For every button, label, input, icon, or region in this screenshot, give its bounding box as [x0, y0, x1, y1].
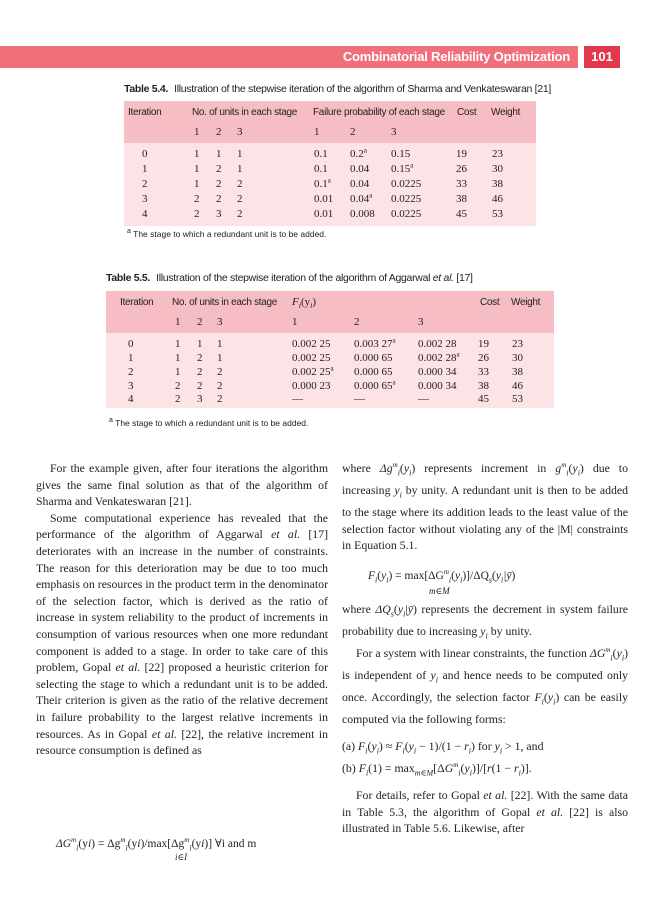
- t5-r0-f1: 0.002 25: [292, 338, 331, 350]
- t5-r2-iter: 2: [128, 366, 134, 378]
- t5-r2-u2: 2: [197, 366, 203, 378]
- t5-r3-f2: 0.000 65$^a$: [354, 378, 396, 392]
- t4-r1-p1: 0.1: [314, 163, 328, 175]
- t4-r4-p1: 0.01: [314, 208, 334, 220]
- t5-r2-f3: 0.000 34: [418, 366, 457, 378]
- t4-r0-u3: 1: [237, 148, 243, 160]
- t5-r1-cost: 26: [478, 352, 489, 364]
- t5-r3-iter: 3: [128, 380, 134, 392]
- t5-r3-u1: 2: [175, 380, 181, 392]
- t4-sub-unit-2: 2: [216, 126, 222, 138]
- t4-r3-p1: 0.01: [314, 193, 334, 205]
- table-5-4: [124, 101, 536, 226]
- table-5-5-caption: Table 5.5. Illustration of the stepwise iteration of the algorithm of Aggarwal et al. [17]: [106, 272, 473, 284]
- t5-sub-f-2: 2: [354, 316, 360, 328]
- left-paragraph-1: For the example given, after four iterations the algorithm gives the same final solution as that of the algorithm of Sharma and Venkateswaran [21].: [36, 461, 328, 509]
- t5-r4-iter: 4: [128, 393, 134, 405]
- t4-r3-weight: 46: [492, 193, 503, 205]
- right-column-3: [342, 787, 628, 837]
- t5-r2-cost: 33: [478, 366, 489, 378]
- table-5-4-caption: [124, 83, 551, 95]
- t4-r0-p1: 0.1: [314, 148, 328, 160]
- t4-r2-p2: 0.04: [350, 178, 370, 190]
- form-b: (b) $F_i(1) = \max_{m\in M}[\Delta G^m_i(y_i)]/[r(1 - r_i)]$.: [342, 760, 532, 778]
- left-equation-under: i∈I: [175, 852, 188, 862]
- t4-sub-unit-1: 1: [194, 126, 200, 138]
- t4-r3-iter: 3: [142, 193, 148, 205]
- t4-r2-iter: 2: [142, 178, 148, 190]
- t4-sub-fail-2: 2: [350, 126, 356, 138]
- table-5-4-footnote: $^a$ The stage to which a redundant unit is to be added.: [127, 228, 327, 239]
- t5-r0-iter: 0: [128, 338, 134, 350]
- t5-r0-u1: 1: [175, 338, 181, 350]
- t4-r0-u2: 1: [216, 148, 222, 160]
- t4-r2-weight: 38: [492, 178, 503, 190]
- t4-r4-p2: 0.008: [350, 208, 375, 220]
- t5-head-fi: $F_i(y_i)$: [292, 296, 317, 311]
- t4-head-units: No. of units in each stage: [192, 107, 298, 118]
- t5-r0-u2: 1: [197, 338, 203, 350]
- right-paragraph-1: where $\Delta g^m_i(y_i)$ represents increment in $g^m_i(y_i)$ due to increasing $y_i$ by unity. A redundant unit is then to be added to the stage where its addition leads to the least value of the selection factor without violating any of the |M| constraints in Equation 5.1.: [342, 461, 629, 553]
- t4-r2-u1: 1: [194, 178, 200, 190]
- t5-r1-f3: 0.002 28$^a$: [418, 350, 460, 364]
- t4-r4-u3: 2: [237, 208, 243, 220]
- t5-sub-f-1: 1: [292, 316, 298, 328]
- t4-r3-cost: 38: [456, 193, 467, 205]
- t4-r1-p2: 0.04: [350, 163, 370, 175]
- right-paragraph-2: where $\Delta Q_s(y_i|ȳ)$ represents the decrement in system failure probability due to increasing $y_i$ by unity.: [342, 602, 628, 641]
- t4-r2-cost: 33: [456, 178, 467, 190]
- t5-sub-unit-3: 3: [217, 316, 223, 328]
- t4-r1-p3: 0.15$^a$: [391, 161, 414, 175]
- t5-r4-weight: 53: [512, 393, 523, 405]
- forms-list: [342, 738, 628, 782]
- t5-r2-f1: 0.002 25$^a$: [292, 364, 334, 378]
- t5-r3-f1: 0.000 23: [292, 380, 331, 392]
- right-column: [342, 460, 628, 554]
- t5-r0-cost: 19: [478, 338, 489, 350]
- t5-head-units: No. of units in each stage: [172, 297, 278, 308]
- t5-r1-u1: 1: [175, 352, 181, 364]
- t4-r3-u1: 2: [194, 193, 200, 205]
- running-header: [0, 46, 662, 68]
- t4-r1-weight: 30: [492, 163, 503, 175]
- t5-r4-f2: —: [354, 393, 365, 405]
- table-5-5-footnote: $^a$ The stage to which a redundant unit is to be added.: [109, 417, 309, 428]
- t4-r1-u1: 1: [194, 163, 200, 175]
- t5-r3-u3: 2: [217, 380, 223, 392]
- t4-r4-weight: 53: [492, 208, 503, 220]
- t5-r0-f2: 0.003 27$^a$: [354, 336, 396, 350]
- t4-r1-u3: 1: [237, 163, 243, 175]
- right-paragraph-3: For a system with linear constraints, the function $\Delta G^m_i(y_i)$ is independent of $y_i$ and hence needs to be computed only once. Accordingly, the selection factor $F_i(y_i)$ can be easily computed via the following forms:: [342, 645, 629, 726]
- form-a: (a) $F_i(y_i) \approx F_i(y_i - 1)/(1 - r_i)$ for $y_i > 1$, and: [342, 739, 544, 756]
- t4-head-fail: Failure probability of each stage: [313, 107, 445, 118]
- header-title: Combinatorial Reliability Optimization: [342, 49, 570, 64]
- t5-r4-u3: 2: [217, 393, 223, 405]
- t4-r0-iter: 0: [142, 148, 148, 160]
- t4-r0-u1: 1: [194, 148, 200, 160]
- t4-r4-u2: 3: [216, 208, 222, 220]
- t4-head-weight: Weight: [491, 107, 521, 118]
- t5-r1-u2: 2: [197, 352, 203, 364]
- t4-head-iteration: Iteration: [128, 107, 162, 118]
- t4-r4-u1: 2: [194, 208, 200, 220]
- t4-r0-p3: 0.15: [391, 148, 411, 160]
- t5-r3-weight: 46: [512, 380, 523, 392]
- t5-r4-cost: 45: [478, 393, 489, 405]
- right-paragraph-4: For details, refer to Gopal et al. [22]. With the same data in Table 5.3, the algorithm of Gopal et al. [22] is also illustrated in Table 5.6. Likewise, after: [342, 788, 629, 836]
- t4-r2-p1: 0.1$^a$: [314, 176, 331, 190]
- t5-r1-iter: 1: [128, 352, 134, 364]
- t5-sub-f-3: 3: [418, 316, 424, 328]
- t5-r4-u2: 3: [197, 393, 203, 405]
- t5-r0-u3: 1: [217, 338, 223, 350]
- table-5-4-caption-text: Illustration of the stepwise iteration of the algorithm of Sharma and Venkateswaran [21]: [174, 83, 551, 95]
- t4-r3-p2: 0.04$^a$: [350, 191, 373, 205]
- t5-r2-u1: 1: [175, 366, 181, 378]
- t4-r3-u3: 2: [237, 193, 243, 205]
- left-column: [36, 460, 328, 759]
- t4-r1-iter: 1: [142, 163, 148, 175]
- t5-head-iteration: Iteration: [120, 297, 154, 308]
- t4-r2-u2: 2: [216, 178, 222, 190]
- t5-r1-u3: 1: [217, 352, 223, 364]
- t5-head-cost: Cost: [480, 297, 500, 308]
- table-5-5-label: Table 5.5.: [106, 272, 151, 284]
- t4-r4-p3: 0.0225: [391, 208, 422, 220]
- left-paragraph-2: Some computational experience has revealed that the performance of the algorithm of Aggarwal et al. [17] deteriorates with an increase in the number of constraints. The reason for this deterioration may be due to too much emphasis on resources in the product term in the denominator of the selection factor, which is derived as the ratio of increase in system reliability to the product of increments in consumption of various resources when one more redundant component is added to a stage. In order to take care of this problem, Gopal et al. [22] proposed a heuristic criterion for selecting the stage to which a redundant unit is to be added. Their criterion is given as the ratio of the relative decrement in failure probability to the largest relative increments in resources. As in Gopal et al. [22], the relative increment in resource consumption is defined as: [36, 510, 329, 758]
- t4-head-cost: Cost: [457, 107, 477, 118]
- t5-r2-u3: 2: [217, 366, 223, 378]
- right-equation-1: $F_i(y_i)$ = $\max[\Delta G^m_i(y_i)]/\Delta Q_s(y_i|ȳ)$: [368, 568, 516, 585]
- right-column-2: [342, 601, 628, 727]
- t4-r3-p3: 0.0225: [391, 193, 422, 205]
- t5-r4-u1: 2: [175, 393, 181, 405]
- t4-sub-fail-1: 1: [314, 126, 320, 138]
- right-equation-1-under: m∈M: [429, 586, 450, 596]
- t4-r0-cost: 19: [456, 148, 467, 160]
- table-5-5: [106, 291, 554, 408]
- page-number: 101: [584, 46, 620, 68]
- t4-r1-cost: 26: [456, 163, 467, 175]
- left-equation: $\Delta G^m_i(yi) = \Delta g^m_i(yi)/\max[\Delta g^m_i(yi)]$ ∀i and m: [56, 836, 257, 853]
- t4-r1-u2: 2: [216, 163, 222, 175]
- t4-r2-p3: 0.0225: [391, 178, 422, 190]
- t5-sub-unit-2: 2: [197, 316, 203, 328]
- t4-r0-p2: 0.2$^a$: [350, 146, 367, 160]
- t5-r2-weight: 38: [512, 366, 523, 378]
- t5-r1-weight: 30: [512, 352, 523, 364]
- t5-r4-f3: —: [418, 393, 429, 405]
- t5-r0-weight: 23: [512, 338, 523, 350]
- t5-r0-f3: 0.002 28: [418, 338, 457, 350]
- t4-r0-weight: 23: [492, 148, 503, 160]
- t4-r4-cost: 45: [456, 208, 467, 220]
- t4-r2-u3: 2: [237, 178, 243, 190]
- t5-r3-cost: 38: [478, 380, 489, 392]
- t5-r2-f2: 0.000 65: [354, 366, 393, 378]
- t4-r3-u2: 2: [216, 193, 222, 205]
- t5-r3-f3: 0.000 34: [418, 380, 457, 392]
- t5-r4-f1: —: [292, 393, 303, 405]
- t5-sub-unit-1: 1: [175, 316, 181, 328]
- t5-r1-f1: 0.002 25: [292, 352, 331, 364]
- table-5-4-label: Table 5.4.: [124, 83, 169, 95]
- t4-sub-fail-3: 3: [391, 126, 397, 138]
- t4-sub-unit-3: 3: [237, 126, 243, 138]
- t4-r4-iter: 4: [142, 208, 148, 220]
- t5-r3-u2: 2: [197, 380, 203, 392]
- t5-head-weight: Weight: [511, 297, 541, 308]
- t5-r1-f2: 0.000 65: [354, 352, 393, 364]
